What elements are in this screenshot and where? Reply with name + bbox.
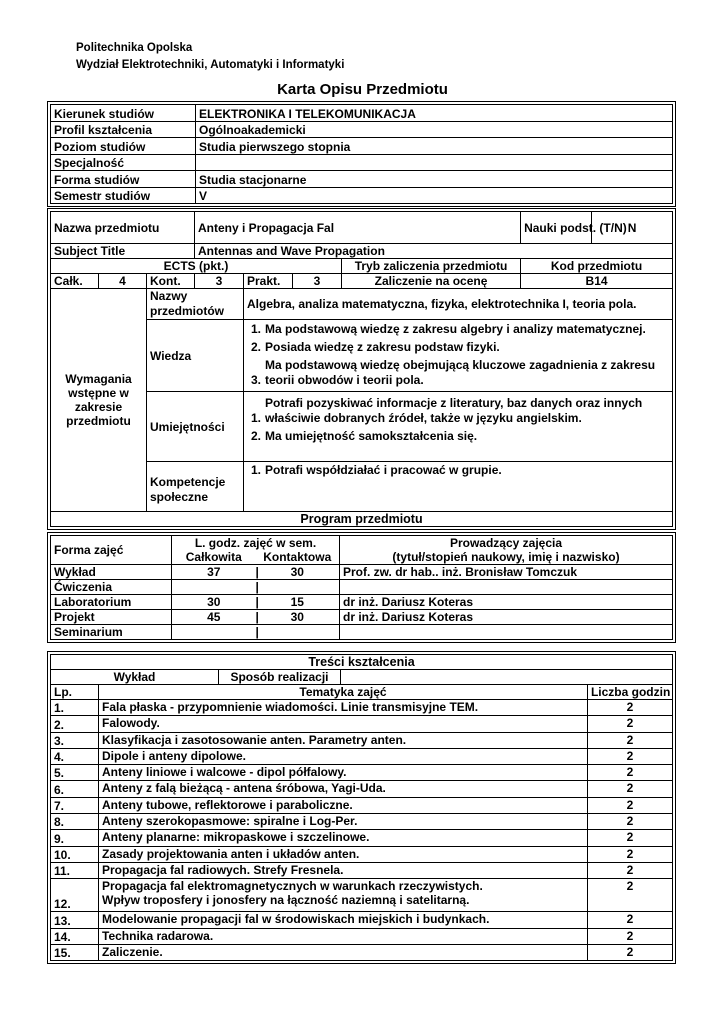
requirements-label: Wymagania wstępne w zakresie przedmiotu bbox=[51, 289, 147, 512]
program-info-label: Specjalność bbox=[51, 154, 196, 171]
topic-text: Falowody. bbox=[99, 716, 588, 732]
topic-hours: 2 bbox=[587, 716, 672, 732]
content-hours-label: Liczba godzin bbox=[587, 685, 672, 700]
topic-number: 6. bbox=[51, 781, 99, 797]
program-section-title: Program przedmiotu bbox=[51, 512, 673, 527]
content-box bbox=[47, 651, 676, 964]
topic-row bbox=[51, 700, 673, 716]
topic-row bbox=[51, 732, 673, 748]
program-info-label: Forma studiów bbox=[51, 171, 196, 188]
assessment-mode-label: Tryb zaliczenia przedmiotu bbox=[342, 259, 521, 274]
ects-practical-value: 3 bbox=[293, 274, 342, 289]
topic-hours: 2 bbox=[587, 862, 672, 878]
teacher-name: dr inż. Dariusz Koteras bbox=[340, 610, 673, 625]
faculty-name: Wydział Elektrotechniki, Automatyki i Informatyki bbox=[76, 59, 345, 71]
topic-text: Anteny z falą bieżącą - antena śróbowa, Yagi-Uda. bbox=[99, 781, 588, 797]
requirement-number: 2. bbox=[250, 340, 261, 354]
program-info-row bbox=[51, 171, 673, 188]
program-info-row bbox=[51, 154, 673, 171]
university-name: Politechnika Opolska bbox=[76, 42, 193, 54]
topic-row bbox=[51, 814, 673, 830]
social-competence-list bbox=[247, 463, 669, 478]
contact-hours-label: Kontaktowa bbox=[256, 550, 340, 565]
program-info-value: Ogólnoakademicki bbox=[196, 121, 673, 138]
program-info-table bbox=[50, 104, 673, 204]
schedule-row bbox=[51, 580, 673, 595]
hours-separator: | bbox=[255, 580, 259, 594]
program-info-row bbox=[51, 138, 673, 155]
requirement-text: Ma podstawową wiedzę z zakresu algebry i analizy matematycznej. bbox=[265, 322, 646, 336]
form-name: Laboratorium bbox=[51, 595, 172, 610]
form-label: Forma zajęć bbox=[51, 536, 172, 565]
topic-hours: 2 bbox=[587, 830, 672, 846]
requirement-text: Posiada wiedzę z zakresu podstaw fizyki. bbox=[265, 340, 500, 354]
teacher-label: Prowadzący zajęcia bbox=[340, 536, 673, 551]
subject-title-value: Antennas and Wave Propagation bbox=[195, 244, 673, 259]
form-name: Seminarium bbox=[51, 625, 172, 640]
schedule-table bbox=[50, 535, 673, 640]
program-info-box bbox=[47, 101, 676, 207]
topic-hours: 2 bbox=[587, 846, 672, 862]
hours-label: L. godz. zajęć w sem. bbox=[172, 536, 340, 551]
requirement-number: 1. bbox=[250, 411, 261, 425]
teacher-name: dr inż. Dariusz Koteras bbox=[340, 595, 673, 610]
topic-number: 12. bbox=[51, 879, 99, 912]
ects-contact-label: Kont. bbox=[147, 274, 195, 289]
course-code-label: Kod przedmiotu bbox=[521, 259, 673, 274]
course-code-value: B14 bbox=[521, 274, 673, 289]
topic-text: Modelowanie propagacji fal w środowiskach miejskich i budynkach. bbox=[99, 912, 588, 928]
knowledge-list bbox=[247, 322, 669, 388]
program-info-row bbox=[51, 187, 673, 204]
ects-label: ECTS (pkt.) bbox=[51, 259, 342, 274]
requirement-item bbox=[247, 396, 669, 426]
topic-text: Anteny liniowe i walcowe - dipol półfalowy. bbox=[99, 765, 588, 781]
program-info-label: Kierunek studiów bbox=[51, 105, 196, 122]
teacher-name bbox=[340, 625, 673, 640]
topic-number: 9. bbox=[51, 830, 99, 846]
total-hours-label: Całkowita bbox=[172, 550, 256, 565]
topic-text: Fala płaska - przypomnienie wiadomości. Linie transmisyjne TEM. bbox=[99, 700, 588, 716]
ects-total-label: Całk. bbox=[51, 274, 99, 289]
form-name: Projekt bbox=[51, 610, 172, 625]
topic-hours: 2 bbox=[587, 797, 672, 813]
schedule-row bbox=[51, 610, 673, 625]
topic-text: Anteny szerokopasmowe: spiralne i Log-Per. bbox=[99, 814, 588, 830]
topic-hours: 2 bbox=[587, 928, 672, 944]
requirement-item bbox=[247, 429, 669, 444]
requirement-number: 1. bbox=[250, 322, 261, 336]
contact-hours: 30 bbox=[290, 610, 304, 624]
assessment-mode-value: Zaliczenie na ocenę bbox=[342, 274, 521, 289]
topic-hours: 2 bbox=[587, 781, 672, 797]
topic-hours: 2 bbox=[587, 748, 672, 764]
requirement-text: Potrafi współdziałać i pracować w grupie. bbox=[265, 463, 502, 477]
schedule-box bbox=[47, 532, 676, 643]
skills-list bbox=[247, 396, 669, 444]
topic-row bbox=[51, 765, 673, 781]
program-info-row bbox=[51, 105, 673, 122]
topic-text: Anteny tubowe, reflektorowe i paraboliczne. bbox=[99, 797, 588, 813]
course-name-value: Anteny i Propagacja Fal bbox=[195, 212, 521, 244]
requirements-table bbox=[50, 288, 673, 527]
ects-practical-label: Prakt. bbox=[244, 274, 293, 289]
topic-text: Propagacja fal radiowych. Strefy Fresnela. bbox=[99, 862, 588, 878]
total-hours bbox=[172, 580, 256, 595]
teacher-name: Prof. zw. dr hab.. inż. Bronisław Tomczuk bbox=[340, 565, 673, 580]
schedule-row bbox=[51, 565, 673, 580]
basic-science-value: N bbox=[592, 212, 673, 244]
topic-text: Zasady projektowania anten i układów anten. bbox=[99, 846, 588, 862]
course-header-table bbox=[50, 211, 673, 289]
contact-hours-cell bbox=[256, 625, 340, 640]
topic-hours: 2 bbox=[587, 814, 672, 830]
contact-hours-cell bbox=[256, 595, 340, 610]
subject-title-label: Subject Title bbox=[51, 244, 195, 259]
ects-total-value: 4 bbox=[99, 274, 147, 289]
topic-number: 14. bbox=[51, 928, 99, 944]
program-info-label: Semestr studiów bbox=[51, 187, 196, 204]
topic-number: 2. bbox=[51, 716, 99, 732]
topic-text: Anteny planarne: mikropaskowe i szczelinowe. bbox=[99, 830, 588, 846]
contact-hours: 30 bbox=[290, 565, 304, 579]
topic-hours: 2 bbox=[587, 944, 672, 960]
program-info-value: V bbox=[196, 187, 673, 204]
prerequisite-subjects-value: Algebra, analiza matematyczna, fizyka, elektrotechnika I, teoria pola. bbox=[244, 289, 673, 320]
total-hours: 30 bbox=[172, 595, 256, 610]
requirement-text: Ma umiejętność samokształcenia się. bbox=[265, 429, 478, 443]
topic-number: 11. bbox=[51, 862, 99, 878]
program-info-label: Profil kształcenia bbox=[51, 121, 196, 138]
program-info-value: ELEKTRONIKA I TELEKOMUNIKACJA bbox=[196, 105, 673, 122]
contact-hours-cell bbox=[256, 580, 340, 595]
requirement-item bbox=[247, 463, 669, 478]
course-name-label: Nazwa przedmiotu bbox=[51, 212, 195, 244]
topic-text: Propagacja fal elektromagnetycznych w warunkach rzeczywistych. Wpływ troposfery i jonosfery na łączność naziemną i satelitarną. bbox=[99, 879, 588, 912]
topic-text: Technika radarowa. bbox=[99, 928, 588, 944]
form-name: Wykład bbox=[51, 565, 172, 580]
content-type-label: Wykład bbox=[51, 670, 219, 685]
requirement-item bbox=[247, 340, 669, 355]
requirement-number: 1. bbox=[250, 463, 261, 477]
content-section-title: Treści kształcenia bbox=[51, 655, 673, 670]
requirement-number: 2. bbox=[250, 429, 261, 443]
program-info-value: Studia pierwszego stopnia bbox=[196, 138, 673, 155]
requirement-number: 3. bbox=[250, 373, 261, 387]
requirement-item bbox=[247, 322, 669, 337]
basic-science-label: Nauki podst. (T/N) bbox=[521, 212, 592, 244]
knowledge-label: Wiedza bbox=[147, 320, 244, 392]
program-info-value: Studia stacjonarne bbox=[196, 171, 673, 188]
topic-row bbox=[51, 716, 673, 732]
requirement-item bbox=[247, 358, 669, 388]
topic-text: Zaliczenie. bbox=[99, 944, 588, 960]
topic-row bbox=[51, 830, 673, 846]
schedule-row bbox=[51, 595, 673, 610]
ects-contact-value: 3 bbox=[195, 274, 244, 289]
topic-label: Tematyka zajęć bbox=[99, 685, 588, 700]
hours-separator: | bbox=[255, 610, 259, 624]
topic-number: 5. bbox=[51, 765, 99, 781]
topic-number: 8. bbox=[51, 814, 99, 830]
topic-row bbox=[51, 797, 673, 813]
topic-row bbox=[51, 748, 673, 764]
total-hours: 45 bbox=[172, 610, 256, 625]
topic-hours: 2 bbox=[587, 879, 672, 912]
topic-number: 10. bbox=[51, 846, 99, 862]
topic-hours: 2 bbox=[587, 912, 672, 928]
contact-hours-cell bbox=[256, 610, 340, 625]
page-title: Karta Opisu Przedmiotu bbox=[277, 81, 448, 98]
topic-number: 7. bbox=[51, 797, 99, 813]
topic-row bbox=[51, 944, 673, 960]
total-hours: 37 bbox=[172, 565, 256, 580]
hours-separator: | bbox=[255, 625, 259, 639]
topic-row bbox=[51, 912, 673, 928]
topic-number: 1. bbox=[51, 700, 99, 716]
hours-separator: | bbox=[255, 595, 259, 609]
topic-hours: 2 bbox=[587, 700, 672, 716]
skills-label: Umiejętności bbox=[147, 392, 244, 462]
program-info-value bbox=[196, 154, 673, 171]
program-info-row bbox=[51, 121, 673, 138]
topic-hours: 2 bbox=[587, 765, 672, 781]
topic-number: 13. bbox=[51, 912, 99, 928]
requirement-text: Ma podstawową wiedzę obejmującą kluczowe zagadnienia z zakresu teorii obwodów i teorii pola. bbox=[265, 358, 656, 387]
program-info-label: Poziom studiów bbox=[51, 138, 196, 155]
topic-number: 15. bbox=[51, 944, 99, 960]
lp-label: Lp. bbox=[51, 685, 99, 700]
hours-separator: | bbox=[255, 565, 259, 579]
prerequisite-subjects-label: Nazwy przedmiotów bbox=[147, 289, 244, 320]
total-hours bbox=[172, 625, 256, 640]
method-label: Sposób realizacji bbox=[219, 670, 341, 685]
topic-number: 4. bbox=[51, 748, 99, 764]
topic-row bbox=[51, 781, 673, 797]
contact-hours-cell bbox=[256, 565, 340, 580]
topic-row bbox=[51, 862, 673, 878]
topic-text: Klasyfikacja i zasotosowanie anten. Parametry anten. bbox=[99, 732, 588, 748]
contact-hours: 15 bbox=[290, 595, 304, 609]
topic-row bbox=[51, 879, 673, 912]
teacher-name bbox=[340, 580, 673, 595]
course-card-box bbox=[47, 208, 676, 530]
teacher-sub-label: (tytuł/stopień naukowy, imię i nazwisko) bbox=[340, 550, 673, 565]
topic-number: 3. bbox=[51, 732, 99, 748]
topic-row bbox=[51, 846, 673, 862]
content-table bbox=[50, 654, 673, 961]
topic-text: Dipole i anteny dipolowe. bbox=[99, 748, 588, 764]
schedule-row bbox=[51, 625, 673, 640]
topic-hours: 2 bbox=[587, 732, 672, 748]
social-competence-label: Kompetencje społeczne bbox=[147, 462, 244, 512]
topic-row bbox=[51, 928, 673, 944]
form-name: Ćwiczenia bbox=[51, 580, 172, 595]
requirement-text: Potrafi pozyskiwać informacje z literatury, baz danych oraz innych właściwie dobranych źródeł, także w języku angielskim. bbox=[265, 396, 643, 425]
